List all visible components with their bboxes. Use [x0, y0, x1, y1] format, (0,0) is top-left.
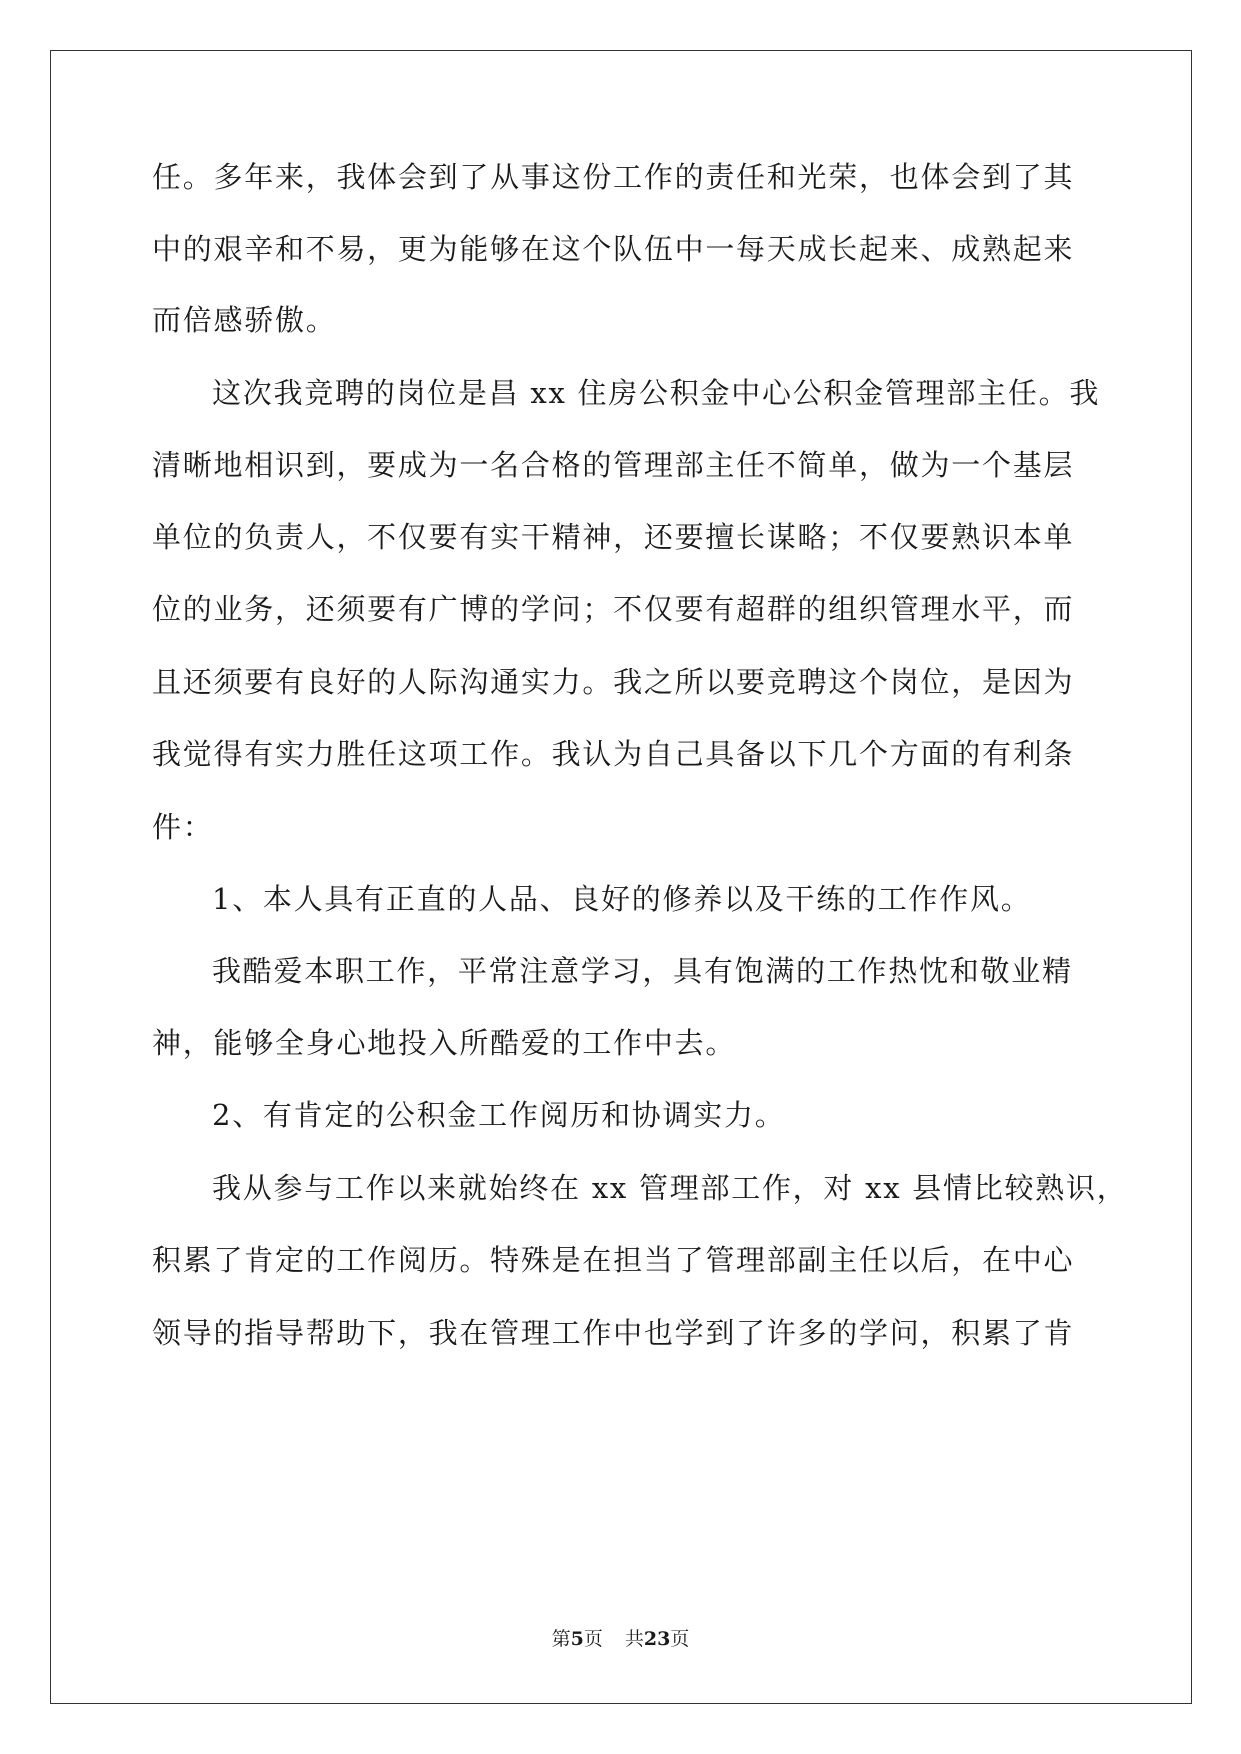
text-line: 中的艰辛和不易，更为能够在这个队伍中一每天成长起来、成熟起来 [152, 232, 1075, 266]
text-line: 位的业务，还须要有广博的学问；不仅要有超群的组织管理水平，而 [152, 592, 1075, 626]
text-line: 神，能够全身心地投入所酷爱的工作中去。 [152, 1026, 737, 1060]
text-line: 1、本人具有正直的人品、良好的修养以及干练的工作作风。 [212, 882, 1032, 916]
page-footer [0, 1624, 1241, 1651]
text-line: 清晰地相识到，要成为一名合格的管理部主任不简单，做为一个基层 [152, 448, 1075, 482]
text-line: 任。多年来，我体会到了从事这份工作的责任和光荣，也体会到了其 [152, 160, 1075, 194]
total-prefix: 共 [624, 1628, 644, 1650]
page-prefix: 第 [551, 1628, 571, 1650]
text-line: 单位的负责人，不仅要有实干精神，还要擅长谋略；不仅要熟识本单 [152, 520, 1075, 554]
page-frame [50, 50, 1192, 1704]
text-line: 这次我竞聘的岗位是昌 xx 住房公积金中心公积金管理部主任。我 [212, 376, 1101, 410]
text-line: 我从参与工作以来就始终在 xx 管理部工作，对 xx 县情比较熟识， [212, 1171, 1128, 1205]
text-line: 且还须要有良好的人际沟通实力。我之所以要竞聘这个岗位，是因为 [152, 665, 1075, 699]
total-suffix: 页 [670, 1628, 690, 1650]
page-total: 23 [643, 1628, 671, 1650]
page-current: 5 [570, 1628, 584, 1650]
text-line: 领导的指导帮助下，我在管理工作中也学到了许多的学问，积累了肯 [152, 1316, 1075, 1350]
text-line: 积累了肯定的工作阅历。特殊是在担当了管理部副主任以后，在中心 [152, 1243, 1075, 1277]
text-line: 而倍感骄傲。 [152, 303, 337, 337]
text-line: 件： [152, 810, 214, 844]
text-line: 我酷爱本职工作，平常注意学习，具有饱满的工作热忱和敬业精 [212, 954, 1073, 988]
text-line: 我觉得有实力胜任这项工作。我认为自己具备以下几个方面的有利条 [152, 737, 1075, 771]
page-suffix: 页 [583, 1628, 603, 1650]
text-line: 2、有肯定的公积金工作阅历和协调实力。 [212, 1098, 786, 1132]
